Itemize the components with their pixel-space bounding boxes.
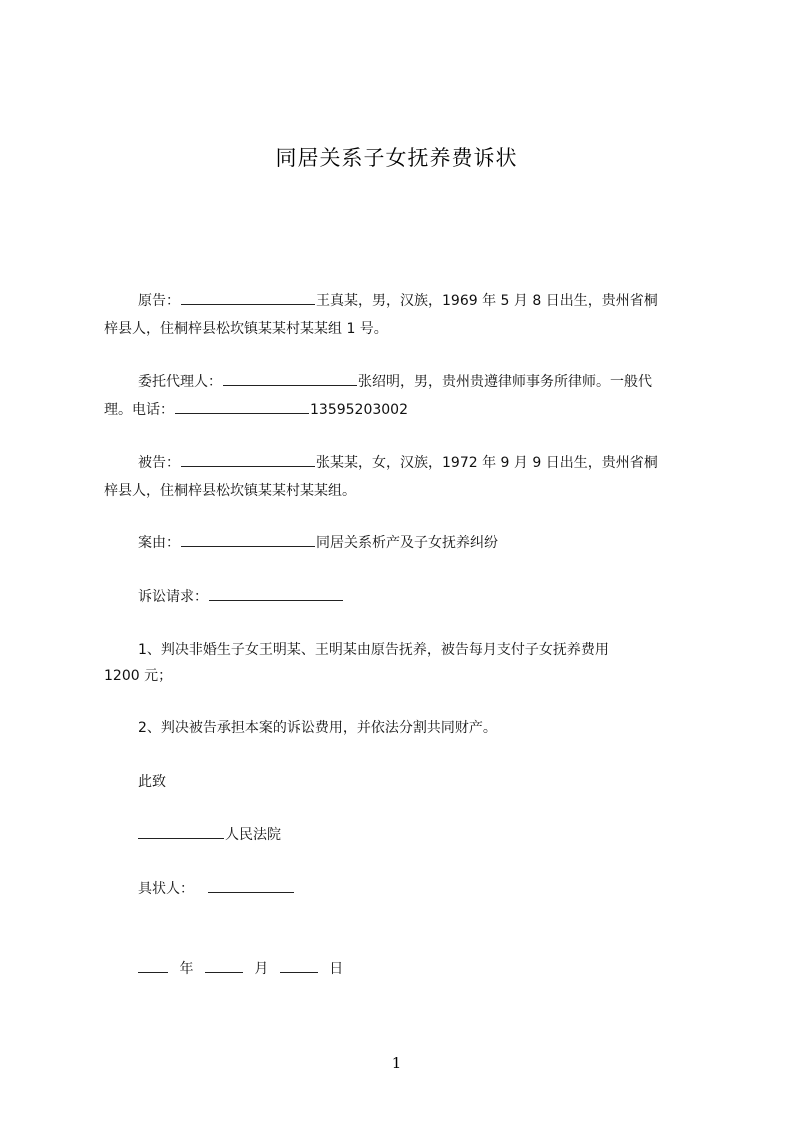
cause-text: 同居关系析产及子女抚养纠纷: [316, 535, 498, 551]
cause-blank: [181, 532, 315, 547]
agent-blank: [223, 371, 357, 386]
defendant-text-1: 张某某，女，汉族，1972 年 9 月 9 日出生，贵州省桐: [316, 455, 658, 471]
court-blank: [138, 824, 224, 839]
document-title: 同居关系子女抚养费诉状: [275, 146, 518, 170]
signer-line: [138, 875, 738, 904]
agent-line-2: [104, 396, 408, 425]
court-text: 人民法院: [225, 827, 281, 843]
claims-blank: [209, 586, 343, 601]
day-blank: [280, 958, 318, 973]
day-label: 日: [329, 961, 344, 977]
agent-text-1: 张绍明，男，贵州贵遵律师事务所律师。一般代: [358, 374, 652, 390]
cause-line: [138, 529, 738, 558]
page-number: 1: [391, 1054, 402, 1072]
agent-phone-blank: [175, 399, 309, 414]
signer-blank: [208, 878, 294, 893]
month-label: 月: [254, 961, 269, 977]
agent-line-1: [138, 368, 738, 397]
defendant-label: 被告：: [138, 455, 180, 471]
agent-phone-label: 理。电话：: [104, 402, 174, 418]
agent-phone: 13595203002: [310, 402, 408, 418]
defendant-line-1: [138, 449, 738, 478]
plaintiff-label: 原告：: [138, 293, 180, 309]
defendant-blank: [181, 452, 315, 467]
plaintiff-text-1: 王真某，男，汉族，1969 年 5 月 8 日出生，贵州省桐: [316, 293, 658, 309]
agent-label: 委托代理人：: [138, 374, 222, 390]
plaintiff-line-1: [138, 287, 738, 316]
claim-item-1-line-2: 1200 元；: [104, 668, 173, 684]
court-line: [138, 821, 738, 850]
claims-label: 诉讼请求：: [138, 589, 208, 605]
plaintiff-blank: [181, 290, 315, 305]
cause-label: 案由：: [138, 535, 180, 551]
signer-label: 具状人：: [138, 881, 194, 897]
defendant-text-2: 梓县人，住桐梓县松坎镇某某村某某组。: [104, 483, 356, 499]
claim-item-1-line-1: 1、判决非婚生子女王明某、王明某由原告抚养，被告每月支付子女抚养费用: [138, 642, 609, 658]
plaintiff-text-2: 梓县人，住桐梓县松坎镇某某村某某组 1 号。: [104, 321, 388, 337]
claims-line: [138, 583, 738, 612]
claim-item-2: 2、判决被告承担本案的诉讼费用，并依法分割共同财产。: [138, 720, 497, 736]
year-blank: [138, 958, 168, 973]
date-line: [138, 955, 738, 984]
month-blank: [205, 958, 243, 973]
year-label: 年: [179, 961, 194, 977]
salutation: 此致: [138, 774, 166, 790]
